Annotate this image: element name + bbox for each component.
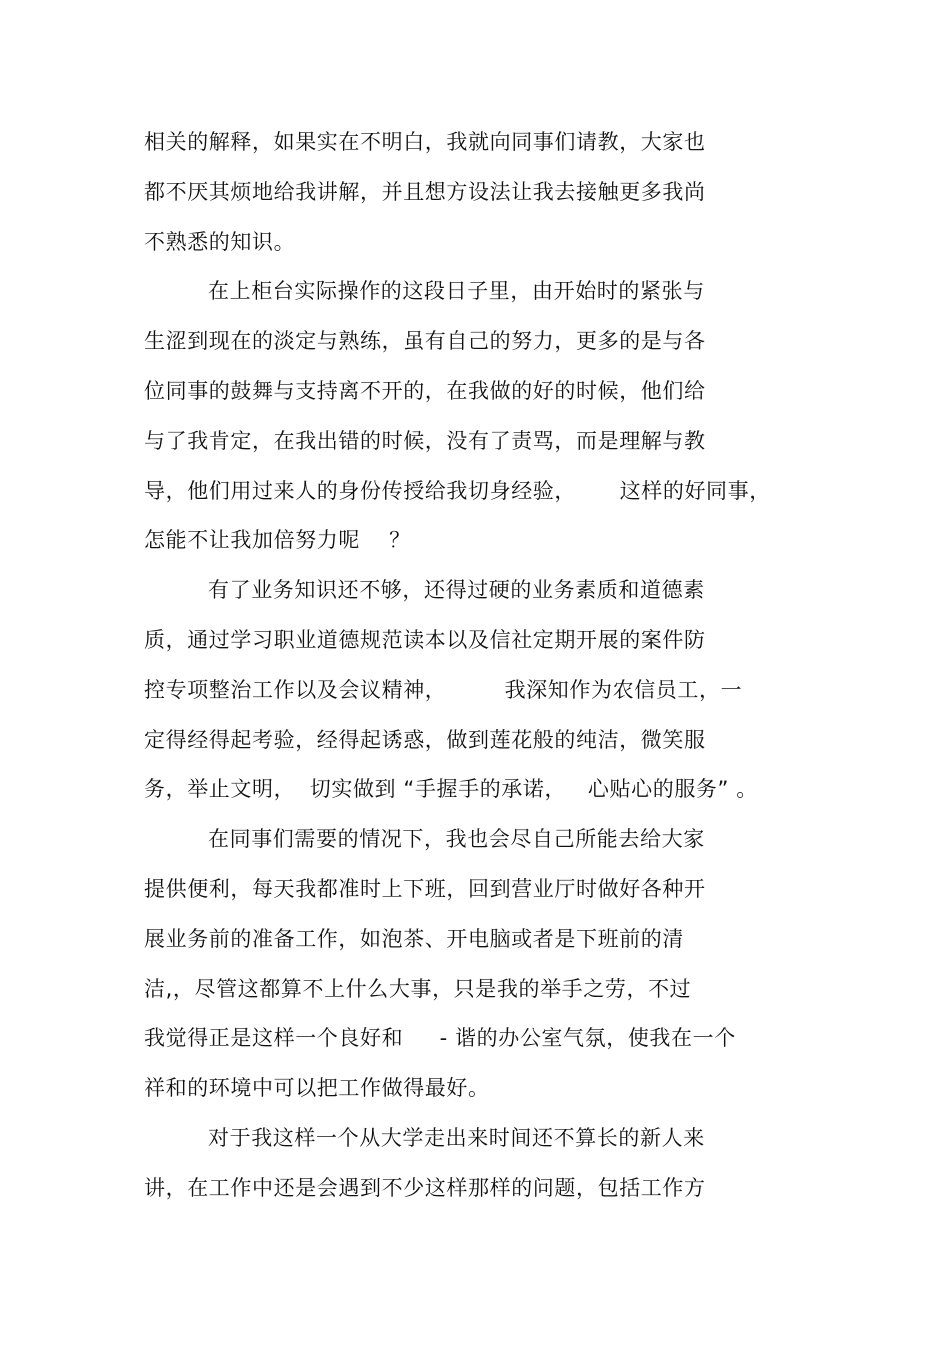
paragraph-first-line: 对于我这样一个从大学走出来时间还不算长的新人来 — [208, 1126, 705, 1150]
text-line: 我觉得正是这样一个良好和 - 谐的办公室气氛，使我在一个 — [144, 1026, 736, 1050]
text-line: 质，通过学习职业道德规范读本以及信社定期开展的案件防 — [144, 628, 706, 652]
text-line: 务，举止文明， 切实做到 “手握手的承诺， 心贴心的服务” 。 — [144, 777, 758, 801]
text-line: 讲，在工作中还是会遇到不少这样那样的问题，包括工作方 — [144, 1176, 706, 1200]
text-line: 洁,，尽管这都算不上什么大事，只是我的举手之劳，不过 — [144, 977, 692, 1001]
text-line: 提供便利，每天我都准时上下班，回到营业厅时做好各种开 — [144, 877, 706, 901]
text-line: 位同事的鼓舞与支持离不开的，在我做的好的时候，他们给 — [144, 379, 706, 403]
text-line: 相关的解释，如果实在不明白，我就向同事们请教，大家也 — [144, 130, 706, 154]
text-line: 都不厌其烦地给我讲解，并且想方设法让我去接触更多我尚 — [144, 180, 706, 204]
text-line: 与了我肯定，在我出错的时候，没有了责骂，而是理解与教 — [144, 429, 706, 453]
text-line: 祥和的环境中可以把工作做得最好。 — [144, 1076, 490, 1100]
paragraph-first-line: 有了业务知识还不够，还得过硬的业务素质和道德素 — [208, 578, 705, 602]
text-line: 不熟悉的知识。 — [144, 230, 296, 254]
text-line: 生涩到现在的淡定与熟练，虽有自己的努力，更多的是与各 — [144, 329, 706, 353]
paragraph-first-line: 在上柜台实际操作的这段日子里，由开始时的紧张与 — [208, 279, 705, 303]
paragraph-first-line: 在同事们需要的情况下，我也会尽自己所能去给大家 — [208, 827, 705, 851]
text-line: 控专项整治工作以及会议精神， 我深知作为农信员工，一 — [144, 678, 743, 702]
text-line: 展业务前的准备工作，如泡茶、开电脑或者是下班前的清 — [144, 927, 684, 951]
text-line: 怎能不让我加倍努力呢 ？ — [144, 528, 411, 552]
text-line: 定得经得起考验，经得起诱惑，做到莲花般的纯洁，微笑服 — [144, 728, 706, 752]
text-line: 导，他们用过来人的身份传授给我切身经验， 这样的好同事， — [144, 479, 771, 503]
